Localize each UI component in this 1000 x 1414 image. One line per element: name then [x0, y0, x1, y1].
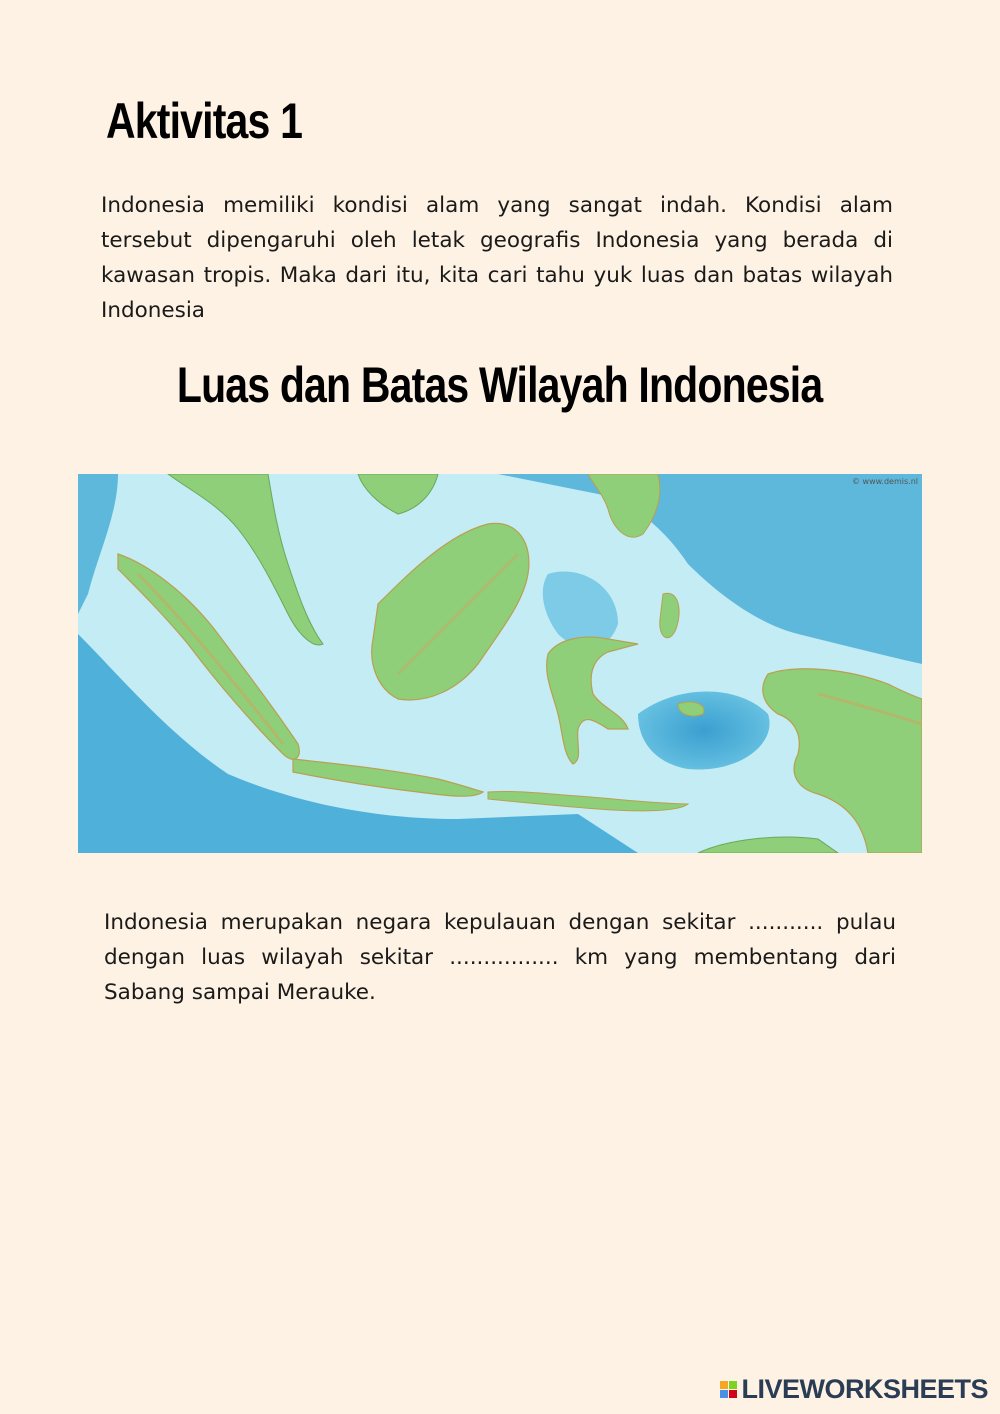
logo-text: LIVEWORKSHEETS [741, 1373, 988, 1404]
logo-mark-icon [720, 1381, 737, 1398]
exercise-paragraph: Indonesia merupakan negara kepulauan dengan sekitar ........... pulau dengan luas wilayah sekitar ................ km yang membentang dari Sabang sampai Merauke. [104, 910, 896, 1005]
section-title [0, 356, 1000, 414]
indonesia-map [78, 474, 922, 853]
page-title: Aktivitas 1 [106, 93, 303, 149]
map-graphic [78, 474, 922, 853]
liveworksheets-logo [720, 1374, 988, 1404]
section-title-text: Luas dan Batas Wilayah Indonesia [177, 357, 823, 413]
map-credit: © www.demis.nl [852, 477, 918, 486]
intro-paragraph: Indonesia memiliki kondisi alam yang sangat indah. Kondisi alam tersebut dipengaruhi oleh letak geografis Indonesia yang berada di kawasan tropis. Maka dari itu, kita cari tahu yuk luas dan batas wilayah Indonesia [101, 193, 893, 323]
